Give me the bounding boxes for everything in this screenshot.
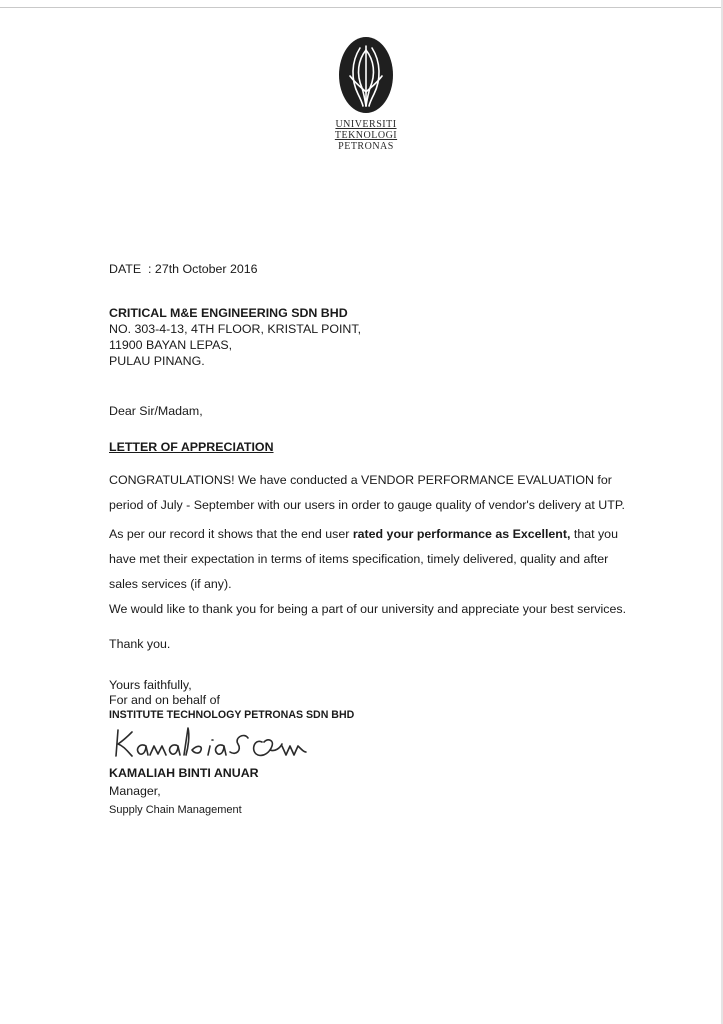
body-paragraph-2 [109,522,639,597]
signatory-department: Supply Chain Management [109,804,242,816]
subject-heading: LETTER OF APPRECIATION [109,440,274,454]
signatory-title: Manager, [109,784,161,798]
closing-block [109,678,354,723]
recipient-address-line-3: PULAU PINANG. [109,354,205,368]
body-paragraph-2-start: As per our record it shows that the end user [109,527,353,541]
body-paragraph-2-bold: rated your performance as Excellent, [352,527,571,541]
closing-organization: INSTITUTE TECHNOLOGY PETRONAS SDN BHD [109,709,355,721]
signatory-block [109,766,259,817]
recipient-address-line-2: 11900 BAYAN LEPAS, [109,338,233,352]
university-name-line-3: PETRONAS [338,141,394,152]
date-line: DATE : 27th October 2016 [109,262,258,276]
closing-line-1: Yours faithfully, [109,678,192,692]
signatory-name: KAMALIAH BINTI ANUAR [109,766,259,780]
recipient-block [109,305,361,369]
salutation: Dear Sir/Madam, [109,404,203,418]
body-paragraph-2-end: that you have met their expectation in terms of items specification, timely delivered, quality and after sales services (if any). [109,527,618,591]
body-paragraph-3: We would like to thank you for being a part of our university and appreciate your best services. [109,602,627,616]
date-value: 27th October 2016 [154,262,258,276]
thank-you: Thank you. [109,637,171,651]
date-label: DATE [109,262,142,276]
closing-line-2: For and on behalf of [109,693,220,707]
recipient-address-line-1: NO. 303-4-13, 4TH FLOOR, KRISTAL POINT, [109,322,362,336]
utp-logo [338,36,394,114]
university-name [320,119,412,152]
handwritten-signature [112,722,307,764]
recipient-company: CRITICAL M&E ENGINEERING SDN BHD [109,306,348,320]
university-name-line-2: TEKNOLOGI [334,130,398,141]
scan-edge-top [0,7,723,8]
university-name-line-1: UNIVERSITI [335,119,397,130]
body-paragraph-1: CONGRATULATIONS! We have conducted a VENDOR PERFORMANCE EVALUATION for period of July - September with our users in order to gauge quality of vendor's delivery at UTP. [109,473,625,512]
